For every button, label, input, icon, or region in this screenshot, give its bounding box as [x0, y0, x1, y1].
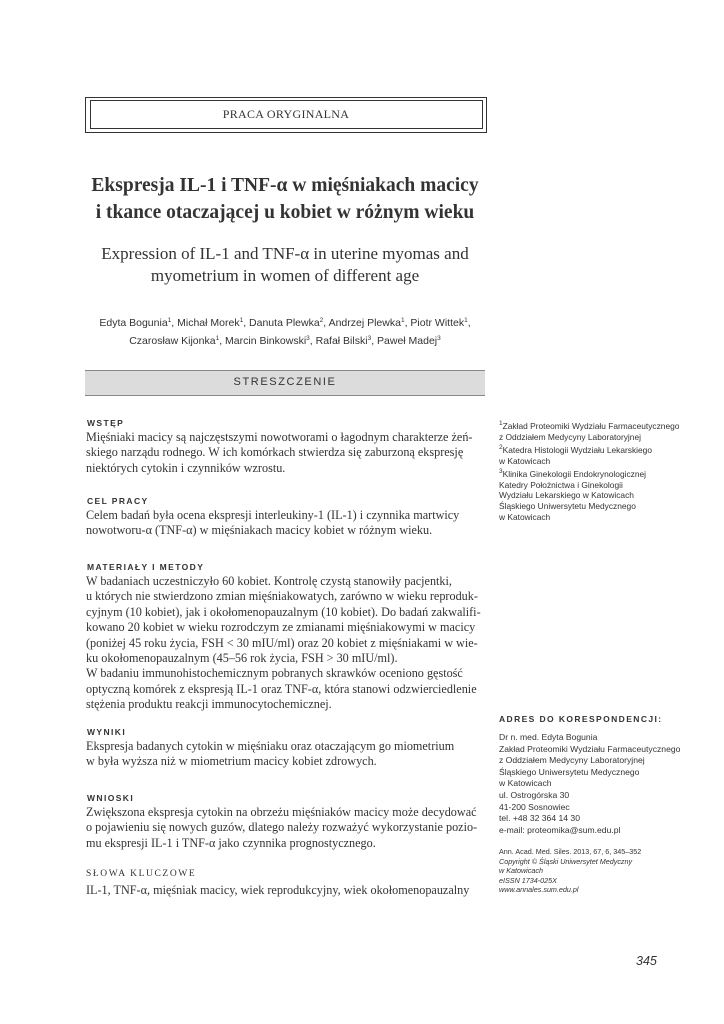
text-line: kowano 20 kobiet w wieku rozrodczym ze zmianami mięśniakowymi w macicy — [86, 620, 476, 635]
affiliation-text: Katedry Położnictwa i Ginekologii — [499, 479, 623, 490]
section-body-aim — [86, 508, 484, 539]
text-line: (poniżej 45 roku życia, FSH < 30 mIU/ml) oraz 20 kobiet z mięśniakami w wie- — [86, 635, 478, 650]
author-affiliation-mark: 1 — [400, 317, 405, 324]
text-line: u których nie stwierdzono zmian mięśniakowatych, zarówno w wieku reproduk- — [86, 589, 478, 604]
affiliation-mark: 1 — [499, 420, 503, 427]
text-line: optyczną komórek z ekspresją IL-1 oraz TNF-α, która stanowi odzwierciedlenie — [86, 681, 477, 696]
text-line: stężenia produktu reakcji immunocytochemicznej. — [86, 697, 332, 712]
section-body-introduction — [86, 430, 484, 476]
title-english-line1: Expression of IL-1 and TNF-α in uterine myomas and — [101, 244, 469, 263]
title-english-line2: myometrium in women of different age — [150, 266, 420, 285]
text-line: w była wyższa niż w miometrium macicy kobiet zdrowych. — [86, 754, 377, 769]
author-name: Piotr Wittek — [410, 317, 465, 329]
section-heading-aim: CEL PRACY — [87, 496, 149, 506]
affiliation-mark: 3 — [499, 467, 503, 475]
author-affiliation-mark: 1 — [239, 317, 244, 324]
keywords-heading: SŁOWA KLUCZOWE — [86, 869, 197, 879]
text-line: Mięśniaki macicy są najczęstszymi nowotworami o łagodnym charakterze żeń- — [86, 430, 473, 444]
author-name: Rafał Bilski — [315, 335, 368, 347]
affiliation-text: Katedra Histologii Wydziału Lekarskiego — [502, 444, 652, 455]
section-body-results — [86, 739, 484, 770]
text-line: Ekspresja badanych cytokin w mięśniaku oraz otaczającym go miometrium — [86, 739, 455, 753]
affiliations — [499, 419, 699, 523]
author-affiliation-mark: 1 — [167, 317, 172, 324]
correspondence-line: w Katowicach — [499, 778, 552, 789]
correspondence-line: ul. Ostrogórska 30 — [499, 789, 570, 800]
affiliation-text: w Katowicach — [499, 455, 551, 466]
correspondence-line: 41-200 Sosnowiec — [499, 801, 570, 812]
author-name: Michał Morek — [177, 317, 240, 329]
author-affiliation-mark: 3 — [306, 335, 310, 342]
text-line: skiego narządu rodnego. W ich komórkach stwierdza się zaburzoną ekspresję — [86, 445, 464, 460]
author-name: Paweł Madej — [377, 335, 438, 347]
title-english — [60, 243, 510, 287]
copyright-line: Copyright © Śląski Uniwersytet Medyczny — [499, 856, 633, 866]
correspondence-heading: ADRES DO KORESPONDENCJI: — [499, 714, 663, 724]
journal-copyright — [499, 857, 699, 867]
author-name: Danuta Plewka — [249, 317, 320, 329]
affiliation-line — [499, 456, 699, 467]
section-label: PRACA ORYGINALNA — [222, 107, 350, 121]
abstract-heading: STRESZCZENIE — [233, 376, 337, 388]
author-affiliation-mark: 2 — [319, 317, 324, 324]
text-line: W badaniach uczestniczyło 60 kobiet. Kontrolę czystą stanowiły pacjentki, — [86, 574, 452, 588]
affiliation-line — [499, 501, 699, 512]
affiliation-line — [499, 512, 699, 523]
text-line: W badaniu immunohistochemicznym pobranych skrawków oceniono gęstość — [86, 666, 463, 681]
title-polish-line2: i tkance otaczającej u kobiet w różnym wieku — [95, 202, 475, 223]
url-link[interactable]: www.annales.sum.edu.pl — [499, 885, 579, 895]
author-name: Andrzej Plewka — [328, 317, 401, 329]
affiliation-line — [499, 432, 699, 443]
correspondence-line: Śląskiego Uniwersytetu Medycznego — [499, 766, 640, 777]
affiliation-line — [499, 490, 699, 501]
section-heading-introduction: WSTĘP — [87, 418, 125, 428]
correspondence-line: Zakład Proteomiki Wydziału Farmaceutycznego — [499, 743, 681, 754]
text-line: mu ekspresji IL-1 i TNF-α jako czynnika prognostycznego. — [86, 835, 376, 850]
affiliation-text: z Oddziałem Medycyny Laboratoryjnej — [499, 431, 641, 442]
section-body-conclusions — [86, 805, 484, 851]
affiliation-text: Wydziału Lekarskiego w Katowicach — [499, 490, 634, 501]
correspondence-address — [499, 732, 699, 836]
journal-eissn — [499, 876, 699, 886]
correspondence-email[interactable]: e-mail: proteomika@sum.edu.pl — [499, 824, 621, 835]
page-number: 345 — [636, 954, 657, 968]
title-polish — [60, 172, 510, 226]
author-name: Czarosław Kijonka — [129, 335, 216, 347]
section-heading-methods: MATERIAŁY I METODY — [87, 562, 205, 572]
author-affiliation-mark: 3 — [437, 335, 441, 342]
affiliation-line — [499, 467, 699, 480]
affiliation-text: Śląskiego Uniwersytetu Medycznego — [499, 501, 636, 512]
text-line: nowotworu-α (TNF-α) w mięśniakach macicy kobiet w różnym wieku. — [86, 523, 433, 538]
text-line: Celem badań była ocena ekspresji interleukiny-1 (IL-1) i czynnika martwicy — [86, 508, 460, 522]
text-line: ku okołomenopauzalnym (45–56 rok życia, FSH > 30 mIU/ml). — [86, 651, 398, 666]
author-name: Marcin Binkowski — [225, 335, 307, 347]
section-heading-results: WYNIKI — [87, 727, 127, 737]
keywords-text: IL-1, TNF-α, mięśniak macicy, wiek reprodukcyjny, wiek okołomenopauzalny — [86, 883, 470, 897]
section-heading-conclusions: WNIOSKI — [87, 793, 135, 803]
correspondence-line: tel. +48 32 364 14 30 — [499, 813, 580, 824]
affiliation-text: Zakład Proteomiki Wydziału Farmaceutycznego — [502, 421, 680, 431]
author-line-2: Czarosław Kijonka$^1$, Marcin Binkowski$^3$, Rafał Bilski$^3$, Paweł Madej$^3$ — [129, 335, 441, 347]
affiliation-line — [499, 443, 699, 456]
author-line-1: Edyta Bogunia$^1$, Michał Morek$^1$, Danuta Plewka$^2$, Andrzej Plewka$^1$, Piotr Wittek$^1$, — [99, 317, 471, 329]
journal-citation: Ann. Acad. Med. Siles. 2013, 67, 6, 345–352 — [499, 847, 642, 856]
text-line: o pojawieniu się nowych guzów, dlatego należy rozważyć wykorzystanie pozio- — [86, 820, 478, 835]
affiliation-text: Klinika Ginekologii Endokrynologicznej — [502, 468, 647, 479]
affiliation-line — [499, 480, 699, 491]
author-affiliation-mark: 3 — [367, 335, 372, 342]
copyright-line: w Katowicach — [499, 866, 543, 876]
author-affiliation-mark: 1 — [215, 335, 220, 342]
author-name: Edyta Bogunia — [99, 317, 168, 329]
text-line: cyjnym (10 kobiet), jak i okołomenopauzalnym (10 kobiet). Do badań zakwalifi- — [86, 604, 481, 619]
text-line: Zwiększona ekspresja cytokin na obrzeżu mięśniaków macicy może decydować — [86, 805, 477, 819]
eissn-text: eISSN 1734-025X — [499, 875, 557, 885]
section-body-methods — [86, 574, 484, 713]
journal-info — [499, 847, 699, 895]
text-line: niektórych cytokin i czynników wzrostu. — [86, 460, 286, 475]
correspondence-line: Dr n. med. Edyta Bogunia — [499, 732, 598, 742]
affiliation-mark: 2 — [499, 443, 503, 451]
author-affiliation-mark: 1 — [464, 317, 468, 324]
title-polish-line1: Ekspresja IL-1 i TNF-α w mięśniakach macicy — [91, 175, 479, 196]
correspondence-line: z Oddziałem Medycyny Laboratoryjnej — [499, 755, 645, 766]
affiliation-line — [499, 419, 699, 432]
journal-copyright — [499, 866, 699, 876]
affiliation-text: w Katowicach — [499, 512, 551, 523]
journal-url — [499, 885, 699, 895]
author-list — [60, 313, 510, 349]
